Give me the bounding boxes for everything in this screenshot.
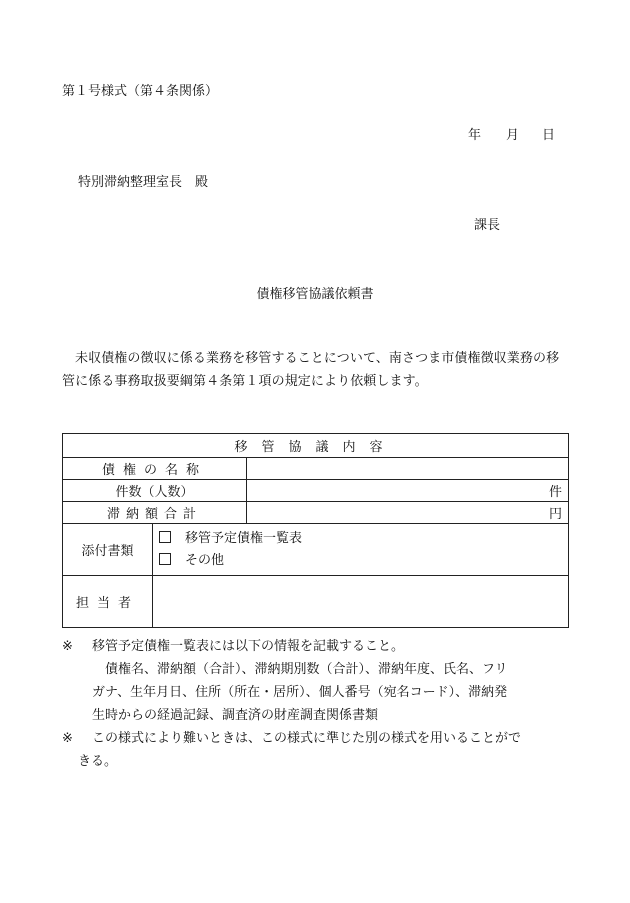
attachments-cell bbox=[153, 524, 569, 576]
date-year: 年 bbox=[468, 128, 482, 143]
table-row bbox=[63, 458, 569, 480]
person-label: 担当者 bbox=[63, 576, 153, 628]
table-row bbox=[63, 576, 569, 628]
table-header: 移管協議内容 bbox=[63, 434, 569, 458]
table-row bbox=[63, 524, 569, 576]
attachment-option[interactable]: その他 bbox=[159, 550, 562, 572]
row-label-count: 件数（人数） bbox=[63, 480, 247, 502]
document-title: 債権移管協議依頼書 bbox=[256, 287, 374, 302]
sender-title: 課長 bbox=[474, 218, 501, 233]
count-value[interactable]: 件 bbox=[247, 480, 569, 502]
note-2 bbox=[62, 727, 572, 750]
row-label-claim-name: 債権の名称 bbox=[63, 458, 247, 480]
note-mark: ※ bbox=[62, 731, 73, 746]
form-number: 第１号様式（第４条関係） bbox=[62, 84, 219, 99]
person-value[interactable] bbox=[153, 576, 569, 628]
body-paragraph: 未収債権の徴収に係る業務を移管することについて、南さつま市債権徴収業務の移管に係る事務取扱要綱第４条第１項の規定により依頼します。 bbox=[62, 351, 560, 389]
notes bbox=[62, 635, 572, 773]
date-month: 月 bbox=[506, 128, 520, 143]
total-value[interactable]: 円 bbox=[247, 502, 569, 524]
checkbox-icon[interactable] bbox=[159, 531, 171, 543]
note-text: 移管予定債権一覧表には以下の情報を記載すること。 bbox=[92, 639, 405, 654]
note-mark: ※ bbox=[62, 639, 73, 654]
note-detail-line: 債権名、滞納額（合計）、滞納期別数（合計）、滞納年度、氏名、フリ bbox=[105, 662, 508, 677]
note-detail-line: 生時からの経過記録、調査済の財産調査関係書類 bbox=[92, 708, 379, 723]
note-1-detail bbox=[62, 658, 572, 727]
attachment-option[interactable]: 移管予定債権一覧表 bbox=[159, 528, 562, 550]
note-1 bbox=[62, 635, 572, 658]
note-detail-line: ガナ、生年月日、住所（所在・居所）、個人番号（宛名コード）、滞納発 bbox=[92, 685, 508, 700]
content-table bbox=[62, 433, 569, 628]
date-day: 日 bbox=[542, 128, 556, 143]
note-text: この様式により難いときは、この様式に準じた別の様式を用いることがで bbox=[92, 731, 522, 746]
addressee: 特別滞納整理室長 殿 bbox=[78, 175, 209, 190]
attachments-label: 添付書類 bbox=[63, 524, 153, 576]
row-label-total: 滞納額合計 bbox=[63, 502, 247, 524]
checkbox-icon[interactable] bbox=[159, 553, 171, 565]
table-row bbox=[63, 502, 569, 524]
note-2-continuation: きる。 bbox=[78, 754, 118, 769]
date-line bbox=[468, 124, 555, 143]
table-row bbox=[63, 480, 569, 502]
claim-name-value[interactable] bbox=[247, 458, 569, 480]
